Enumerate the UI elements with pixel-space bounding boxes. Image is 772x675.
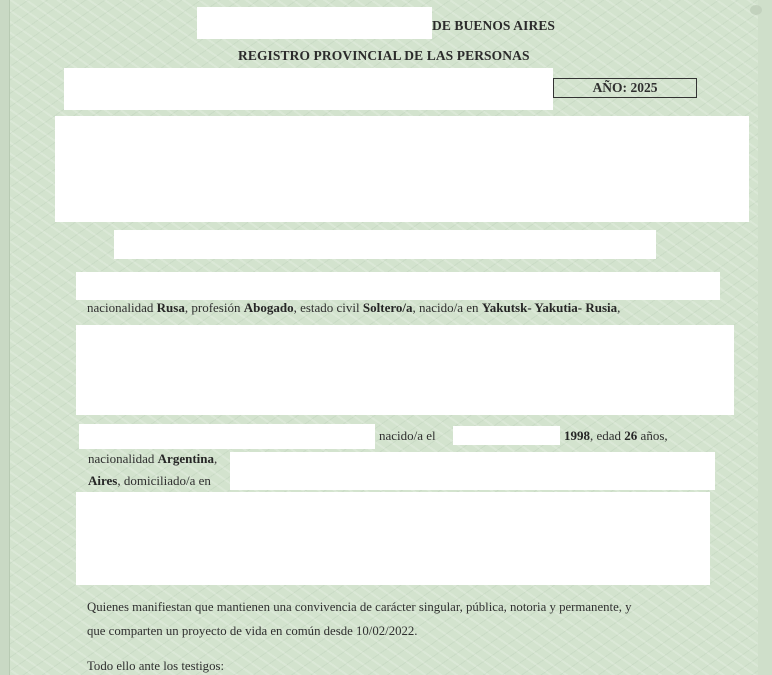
years-label: años, <box>640 428 668 443</box>
header-registry-title: REGISTRO PROVINCIAL DE LAS PERSONAS <box>238 48 530 63</box>
person2-nationality-line: nacionalidad Argentina, <box>88 451 218 466</box>
civil-status-label: estado civil <box>300 300 360 315</box>
person2-age-line: 1998, edad 26 años, <box>564 428 668 443</box>
nationality-label: nacionalidad <box>87 300 154 315</box>
birthplace-label: nacido/a en <box>419 300 479 315</box>
redaction-block <box>79 424 375 449</box>
redaction-block <box>76 272 720 300</box>
header-province-tail: DE BUENOS AIRES <box>432 18 556 33</box>
person1-profession: Abogado <box>243 300 294 315</box>
domicile-label: domiciliado/a en <box>123 473 211 488</box>
paper-spot <box>750 5 762 15</box>
profession-label: profesión <box>191 300 241 315</box>
redaction-block <box>230 452 715 490</box>
person2-birth-year: 1998 <box>564 428 590 443</box>
year-label: AÑO: <box>592 80 628 95</box>
witnesses-heading: Todo ello ante los testigos: <box>87 659 225 673</box>
redaction-block <box>197 7 432 39</box>
cohabitation-paragraph-line-1: Quienes manifiestan que mantienen una convivencia de carácter singular, pública, notoria y permanente, y <box>87 600 632 614</box>
nationality-label: nacionalidad <box>88 451 155 466</box>
redaction-block <box>453 426 560 445</box>
person1-birthplace: Yakutsk- Yakutia- Rusia <box>481 300 618 315</box>
age-label: edad <box>596 428 622 443</box>
cohabitation-paragraph-line-2: que comparten un proyecto de vida en común desde 10/02/2022. <box>87 624 418 638</box>
person1-nationality: Rusa <box>156 300 185 315</box>
page-left-edge <box>0 0 10 675</box>
redaction-block <box>76 325 734 415</box>
birth-date-label: nacido/a el <box>379 428 436 443</box>
person1-civil-status: Soltero/a <box>362 300 413 315</box>
page-right-edge <box>758 0 772 675</box>
redaction-block <box>64 68 553 110</box>
person1-details-line: nacionalidad Rusa, profesión Abogado, estado civil Soltero/a, nacido/a en Yakutsk- Yakutia- Rusia, <box>87 300 621 315</box>
year-box <box>553 78 697 98</box>
redaction-block <box>76 492 710 585</box>
redaction-block <box>114 230 656 259</box>
person2-nationality: Argentina <box>157 451 215 466</box>
year-value: 2025 <box>630 80 658 95</box>
person2-city-tail: Aires <box>88 473 118 488</box>
person2-domicile-line: Aires, domiciliado/a en <box>88 473 211 488</box>
redaction-block <box>55 116 749 222</box>
person2-age: 26 <box>624 428 638 443</box>
